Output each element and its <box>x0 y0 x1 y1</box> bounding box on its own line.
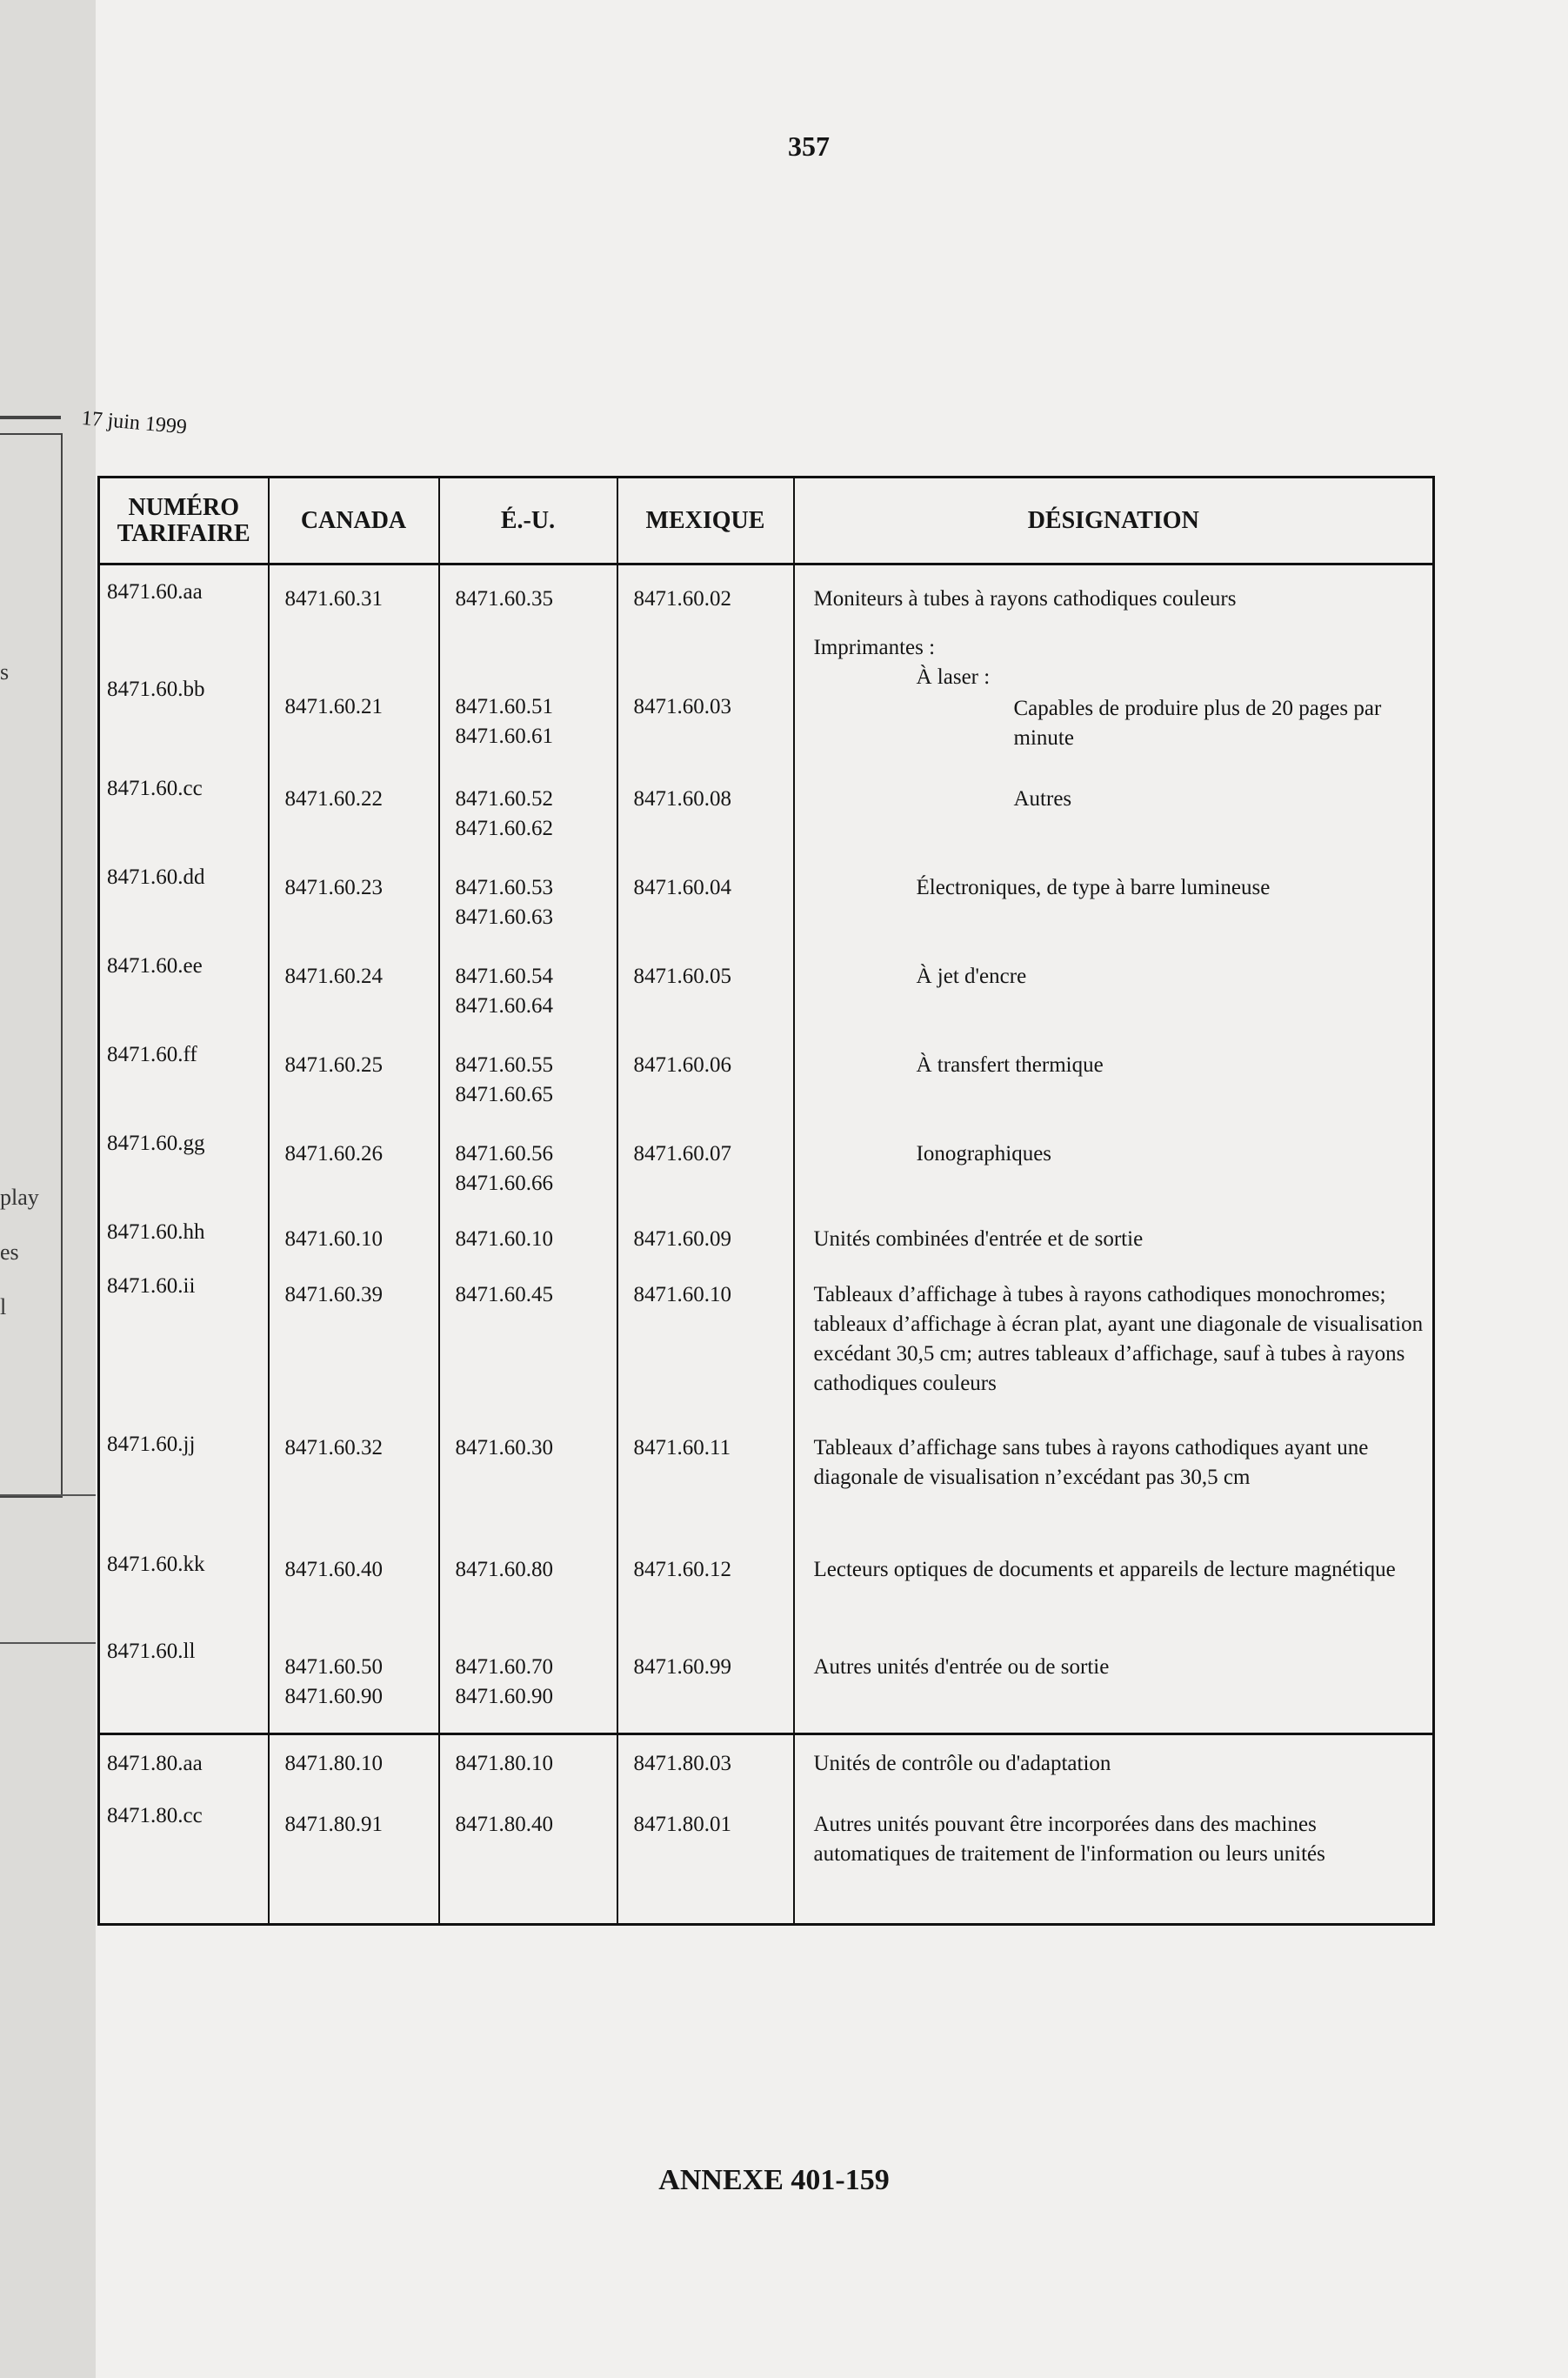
canada-code: 8471.60.32 <box>284 1436 383 1460</box>
table-row <box>99 631 1434 762</box>
table-row <box>99 851 1434 939</box>
eu-code: 8471.60.54 <box>455 965 553 988</box>
eu-cell <box>439 1268 617 1419</box>
adjacent-page-edge <box>0 0 96 2378</box>
mexique-cell <box>617 1028 794 1117</box>
mexique-code: 8471.80.01 <box>633 1813 731 1836</box>
canada-cell <box>269 564 439 632</box>
page-number: 357 <box>788 130 830 162</box>
canada-cell <box>269 1028 439 1117</box>
canada-cell <box>269 1540 439 1630</box>
canada-code: 8471.60.21 <box>284 695 383 718</box>
tariff-number-cell <box>99 1419 269 1540</box>
canada-cell <box>269 939 439 1028</box>
canada-code: 8471.60.23 <box>284 876 383 899</box>
mexique-cell <box>617 1419 794 1540</box>
canada-cell <box>269 1206 439 1268</box>
tariff-number: 8471.60.jj <box>107 1433 196 1456</box>
table-row <box>99 1028 1434 1117</box>
canada-code: 8471.60.10 <box>284 1227 383 1251</box>
designation-cell <box>794 1268 1434 1419</box>
tariff-number-cell <box>99 1268 269 1419</box>
tariff-number: 8471.60.ll <box>107 1640 196 1663</box>
adjacent-page-rule <box>0 1642 96 1644</box>
eu-cell <box>439 631 617 762</box>
table-row <box>99 939 1434 1028</box>
table-row <box>99 762 1434 851</box>
eu-code: 8471.60.45 <box>455 1283 553 1306</box>
table-row <box>99 1734 1434 1797</box>
designation-text: Autres unités d'entrée ou de sortie <box>813 1655 1110 1679</box>
mexique-code: 8471.60.10 <box>633 1283 731 1306</box>
designation-cell <box>794 1117 1434 1206</box>
mexique-cell <box>617 564 794 632</box>
eu-code: 8471.60.90 <box>455 1685 553 1708</box>
header-designation: DÉSIGNATION <box>794 478 1434 564</box>
annex-footer: ANNEXE 401-159 <box>658 2164 890 2196</box>
eu-cell <box>439 1630 617 1734</box>
eu-code: 8471.60.61 <box>455 725 553 748</box>
eu-cell <box>439 1734 617 1797</box>
tariff-number-cell <box>99 564 269 632</box>
canada-code: 8471.60.39 <box>284 1283 383 1306</box>
eu-cell <box>439 1028 617 1117</box>
adjacent-page-text: play <box>0 1185 39 1210</box>
tariff-number: 8471.60.dd <box>107 865 205 889</box>
designation-text: Capables de produire plus de 20 pages par minute <box>1013 697 1382 750</box>
designation-cell <box>794 1630 1434 1734</box>
header-numero-tarifaire: NUMÉRO TARIFAIRE <box>99 478 269 564</box>
tariff-number-cell <box>99 762 269 851</box>
mexique-cell <box>617 631 794 762</box>
designation-heading: Imprimantes : <box>813 636 936 659</box>
tariff-number: 8471.80.cc <box>107 1804 203 1827</box>
mexique-code: 8471.60.09 <box>633 1227 731 1251</box>
header-canada: CANADA <box>269 478 439 564</box>
designation-text: Unités combinées d'entrée et de sortie <box>813 1227 1144 1251</box>
canada-code: 8471.60.25 <box>284 1053 383 1077</box>
tariff-number-cell <box>99 1796 269 1925</box>
eu-code: 8471.60.30 <box>455 1436 553 1460</box>
mexique-cell <box>617 762 794 851</box>
designation-cell <box>794 564 1434 632</box>
table-header-row <box>99 478 1434 564</box>
tariff-number: 8471.60.ff <box>107 1043 197 1066</box>
adjacent-page-text: l <box>0 1294 7 1319</box>
eu-cell <box>439 939 617 1028</box>
designation-subheading: À laser : <box>916 665 991 689</box>
mexique-code: 8471.60.12 <box>633 1558 731 1581</box>
mexique-cell <box>617 1630 794 1734</box>
canada-cell <box>269 1268 439 1419</box>
canada-code: 8471.60.31 <box>284 587 383 611</box>
tariff-table <box>97 476 1435 1926</box>
tariff-number: 8471.80.aa <box>107 1752 203 1775</box>
canada-cell <box>269 1630 439 1734</box>
mexique-code: 8471.60.06 <box>633 1053 731 1077</box>
canada-cell <box>269 1419 439 1540</box>
tariff-number: 8471.60.gg <box>107 1132 205 1155</box>
eu-code: 8471.60.63 <box>455 905 553 929</box>
tariff-number: 8471.60.ee <box>107 954 203 978</box>
designation-text: Lecteurs optiques de documents et appareils de lecture magnétique <box>813 1558 1396 1581</box>
mexique-code: 8471.60.03 <box>633 695 731 718</box>
mexique-code: 8471.60.11 <box>633 1436 731 1460</box>
designation-text: Ionographiques <box>916 1142 1052 1166</box>
eu-code: 8471.60.66 <box>455 1172 553 1195</box>
tariff-number-cell <box>99 1734 269 1797</box>
tariff-number-cell <box>99 1117 269 1206</box>
canada-cell <box>269 851 439 939</box>
header-eu: É.-U. <box>439 478 617 564</box>
designation-cell <box>794 851 1434 939</box>
mexique-code: 8471.60.04 <box>633 876 731 899</box>
eu-cell <box>439 1419 617 1540</box>
tariff-number: 8471.60.bb <box>107 678 205 701</box>
designation-text: Tableaux d’affichage sans tubes à rayons cathodiques ayant une diagonale de visualisation n’excédant pas 30,5 cm <box>813 1436 1369 1489</box>
tariff-number-cell <box>99 1206 269 1268</box>
mexique-cell <box>617 939 794 1028</box>
eu-code: 8471.60.53 <box>455 876 553 899</box>
designation-cell <box>794 1028 1434 1117</box>
adjacent-page-rule <box>0 416 61 419</box>
canada-cell <box>269 1734 439 1797</box>
mexique-code: 8471.80.03 <box>633 1752 731 1775</box>
table-row <box>99 1117 1434 1206</box>
designation-text: À transfert thermique <box>916 1053 1104 1077</box>
designation-cell <box>794 631 1434 762</box>
designation-text: Autres unités pouvant être incorporées dans des machines automatiques de traitement de l'information ou leurs unités <box>813 1813 1325 1866</box>
eu-cell <box>439 762 617 851</box>
adjacent-page-table-edge <box>0 433 63 1498</box>
mexique-cell <box>617 1268 794 1419</box>
tariff-number: 8471.60.kk <box>107 1553 205 1576</box>
eu-cell <box>439 564 617 632</box>
mexique-code: 8471.60.02 <box>633 587 731 611</box>
designation-cell <box>794 762 1434 851</box>
designation-text: Électroniques, de type à barre lumineuse <box>916 876 1271 899</box>
designation-text: Unités de contrôle ou d'adaptation <box>813 1752 1111 1775</box>
table-row <box>99 1540 1434 1630</box>
eu-cell <box>439 1796 617 1925</box>
mexique-cell <box>617 851 794 939</box>
mexique-code: 8471.60.05 <box>633 965 731 988</box>
tariff-number: 8471.60.hh <box>107 1220 205 1244</box>
designation-cell <box>794 1419 1434 1540</box>
canada-cell <box>269 1796 439 1925</box>
canada-code: 8471.60.24 <box>284 965 383 988</box>
eu-code: 8471.60.56 <box>455 1142 553 1166</box>
eu-code: 8471.60.64 <box>455 994 553 1018</box>
table-row <box>99 1206 1434 1268</box>
eu-code: 8471.60.35 <box>455 587 553 611</box>
canada-code: 8471.80.91 <box>284 1813 383 1836</box>
designation-cell <box>794 1540 1434 1630</box>
designation-cell <box>794 1796 1434 1925</box>
adjacent-page-text: s <box>0 659 10 685</box>
eu-code: 8471.80.40 <box>455 1813 553 1836</box>
eu-cell <box>439 1540 617 1630</box>
eu-cell <box>439 1206 617 1268</box>
designation-cell <box>794 1734 1434 1797</box>
adjacent-page-text: es <box>0 1239 19 1265</box>
tariff-number-cell <box>99 939 269 1028</box>
header-mexique: MEXIQUE <box>617 478 794 564</box>
mexique-code: 8471.60.08 <box>633 787 731 811</box>
canada-cell <box>269 762 439 851</box>
document-date: 17 juin 1999 <box>80 407 188 439</box>
mexique-code: 8471.60.99 <box>633 1655 731 1679</box>
canada-code: 8471.60.90 <box>284 1685 383 1708</box>
designation-cell <box>794 1206 1434 1268</box>
eu-code: 8471.60.70 <box>455 1655 553 1679</box>
table-row <box>99 1630 1434 1734</box>
tariff-number: 8471.60.ii <box>107 1274 196 1298</box>
mexique-cell <box>617 1734 794 1797</box>
tariff-number-cell <box>99 1028 269 1117</box>
canada-code: 8471.60.50 <box>284 1655 383 1679</box>
eu-code: 8471.60.55 <box>455 1053 553 1077</box>
eu-code: 8471.60.52 <box>455 787 553 811</box>
eu-code: 8471.60.80 <box>455 1558 553 1581</box>
table-row <box>99 1268 1434 1419</box>
mexique-code: 8471.60.07 <box>633 1142 731 1166</box>
canada-code: 8471.80.10 <box>284 1752 383 1775</box>
mexique-cell <box>617 1117 794 1206</box>
eu-code: 8471.80.10 <box>455 1752 553 1775</box>
table-row <box>99 1796 1434 1925</box>
eu-code: 8471.60.51 <box>455 695 553 718</box>
eu-code: 8471.60.62 <box>455 817 553 840</box>
canada-code: 8471.60.40 <box>284 1558 383 1581</box>
table-row <box>99 564 1434 632</box>
tariff-number: 8471.60.cc <box>107 777 203 800</box>
tariff-number-cell <box>99 1540 269 1630</box>
eu-cell <box>439 1117 617 1206</box>
canada-cell <box>269 631 439 762</box>
mexique-cell <box>617 1206 794 1268</box>
designation-text: À jet d'encre <box>916 965 1027 988</box>
tariff-number-cell <box>99 631 269 762</box>
designation-text: Autres <box>1013 787 1072 811</box>
designation-text: Tableaux d’affichage à tubes à rayons cathodiques monochromes; tableaux d’affichage à écran plat, ayant une diagonale de visualisation excédant 30,5 cm; autres tableaux d’affichage, sauf à tubes à rayons cathodiques couleurs <box>813 1283 1424 1395</box>
eu-cell <box>439 851 617 939</box>
adjacent-page-rule <box>0 1494 96 1496</box>
table-row <box>99 1419 1434 1540</box>
canada-code: 8471.60.22 <box>284 787 383 811</box>
mexique-cell <box>617 1796 794 1925</box>
tariff-number-cell <box>99 851 269 939</box>
canada-cell <box>269 1117 439 1206</box>
tariff-number-cell <box>99 1630 269 1734</box>
canada-code: 8471.60.26 <box>284 1142 383 1166</box>
eu-code: 8471.60.10 <box>455 1227 553 1251</box>
designation-text: Moniteurs à tubes à rayons cathodiques couleurs <box>813 587 1237 611</box>
designation-cell <box>794 939 1434 1028</box>
mexique-cell <box>617 1540 794 1630</box>
tariff-number: 8471.60.aa <box>107 580 203 604</box>
eu-code: 8471.60.65 <box>455 1083 553 1106</box>
